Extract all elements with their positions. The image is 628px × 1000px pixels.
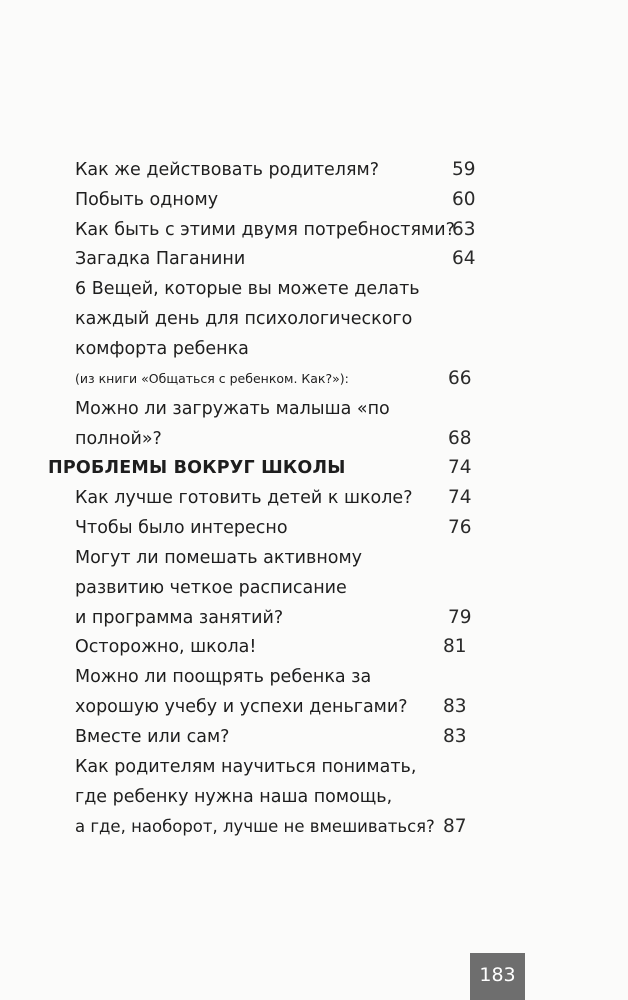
toc-entry-page: 64 <box>452 248 476 269</box>
toc-entry-title-line: развитию четкое расписание <box>75 578 347 598</box>
toc-entry-page: 83 <box>443 696 467 717</box>
toc-entry-page: 74 <box>448 457 472 478</box>
toc-entry-title: Как лучше готовить детей к школе? <box>75 488 413 508</box>
toc-entry-title: Как же действовать родителям? <box>75 160 380 180</box>
toc-entry-page: 60 <box>452 189 476 210</box>
toc-entry-title-line: каждый день для психологического <box>75 309 413 329</box>
toc-entry-page: 59 <box>452 159 476 180</box>
toc-entry-page: 76 <box>448 517 472 538</box>
toc-entry-title-line: полной»? <box>75 429 162 449</box>
toc-entry-page: 79 <box>448 607 472 628</box>
toc-entry-title-line: и программа занятий? <box>75 608 284 628</box>
toc-entry-title-line: хорошую учебу и успехи деньгами? <box>75 697 408 717</box>
toc-entry-page: 83 <box>443 726 467 747</box>
toc-section-heading: ПРОБЛЕМЫ ВОКРУГ ШКОЛЫ <box>48 458 346 478</box>
toc-entry-title-line: 6 Вещей, которые вы можете делать <box>75 279 420 299</box>
toc-entry-title-line: Можно ли поощрять ребенка за <box>75 667 372 687</box>
page-number: 183 <box>479 964 516 986</box>
toc-entry-title: Чтобы было интересно <box>75 518 288 538</box>
toc-entry-page: 63 <box>452 219 476 240</box>
toc-entry-page: 68 <box>448 428 472 449</box>
toc-entry-title-line: комфорта ребенка <box>75 339 249 359</box>
toc-entry-page: 87 <box>443 816 467 837</box>
toc-entry-page: 81 <box>443 636 467 657</box>
toc-entry-title-line: (из книги «Общаться с ребенком. Как?»): <box>75 371 349 386</box>
toc-entry-title: Побыть одному <box>75 190 219 210</box>
toc-entry-title-line: где ребенку нужна наша помощь, <box>75 787 393 807</box>
toc-entry-title-line: Можно ли загружать малыша «по <box>75 399 390 419</box>
toc-entry-page: 66 <box>448 368 472 389</box>
toc-entry-title: Осторожно, школа! <box>75 637 257 657</box>
toc-entry-title-line: Могут ли помешать активному <box>75 548 363 568</box>
toc-entry-title-line: а где, наоборот, лучше не вмешиваться? <box>75 817 435 836</box>
toc-entry-page: 74 <box>448 487 472 508</box>
toc-entry-title: Вместе или сам? <box>75 727 230 747</box>
toc-entry-title: Как быть с этими двумя потребностями? <box>75 220 455 240</box>
toc-entry-title: Загадка Паганини <box>75 249 246 269</box>
toc-entry-title-line: Как родителям научиться понимать, <box>75 757 417 777</box>
